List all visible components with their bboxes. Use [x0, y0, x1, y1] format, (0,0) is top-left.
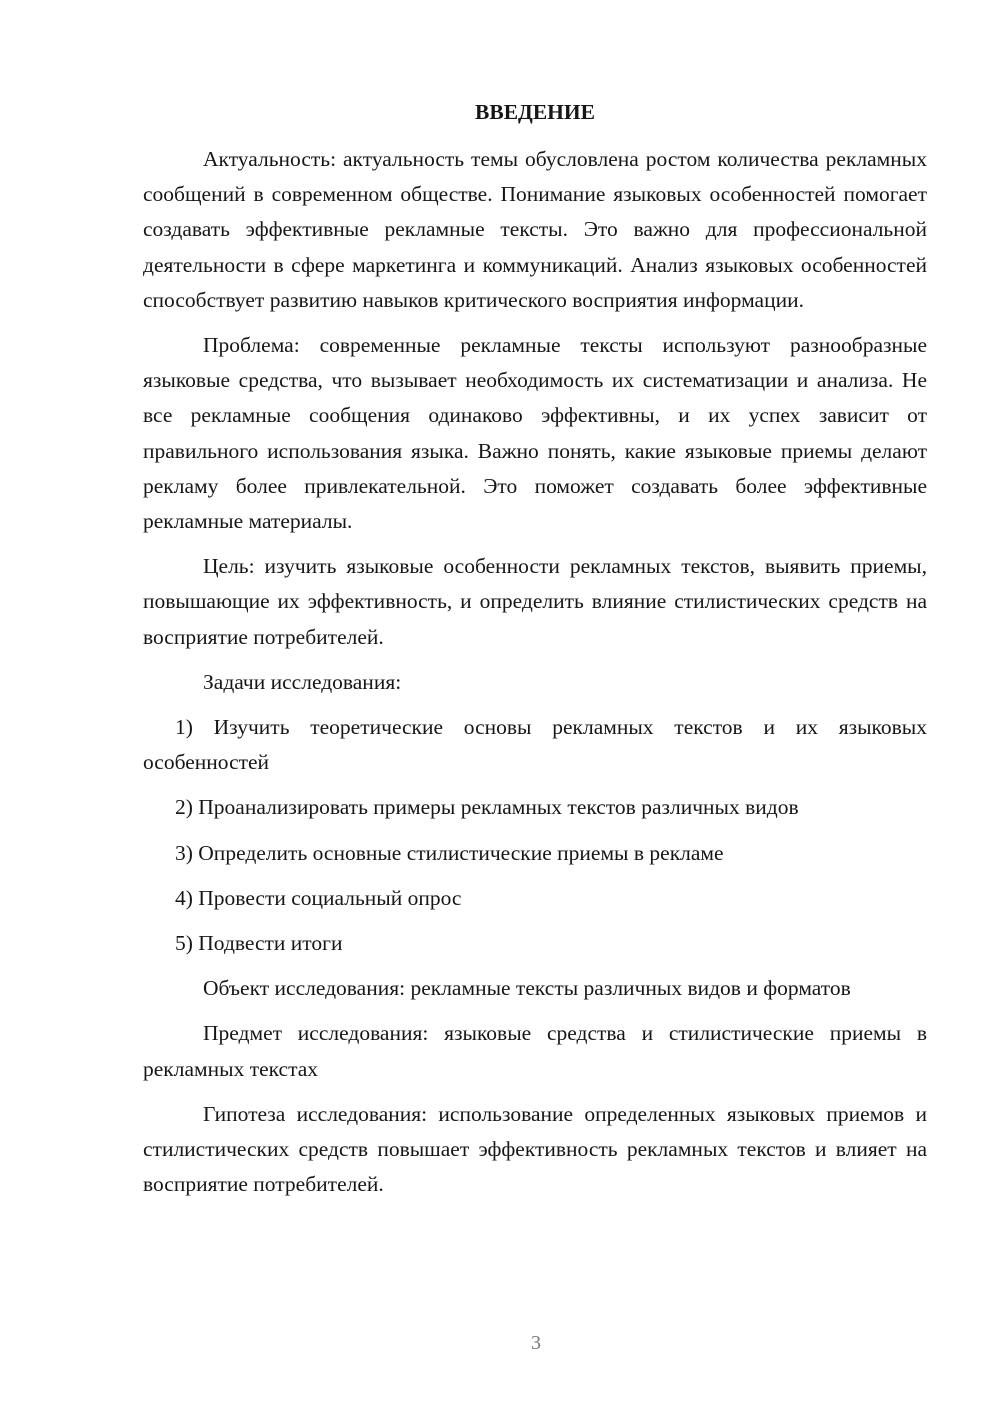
list-item: 5) Подвести итоги: [175, 931, 343, 956]
problem-paragraph: Проблема: современные рекламные тексты используют разнообразные языковые средства, что вызывает необходимость их систематизации и анализа. Не все рекламные сообщения одинаково эффективны, и их успех зависит от правильного использования языка. Важно понять, какие языковые приемы делают рекламу более привлекательной. Это поможет создавать более эффективные рекламные материалы.: [143, 333, 927, 534]
list-item: 4) Провести социальный опрос: [175, 885, 462, 910]
list-item: 3) Определить основные стилистические приемы в рекламе: [175, 840, 724, 865]
page-number: 3: [531, 1332, 541, 1354]
list-item: 2) Проанализировать примеры рекламных текстов различных видов: [175, 795, 799, 820]
list-item: 1) Изучить теоретические основы рекламных текстов и их языковых особенностей: [143, 715, 927, 775]
tasks-list: [143, 710, 927, 961]
object-paragraph: Объект исследования: рекламные тексты различных видов и форматов: [203, 976, 851, 1001]
subject-paragraph: Предмет исследования: языковые средства и стилистические приемы в рекламных текстах: [143, 1021, 927, 1081]
document-body: [143, 95, 927, 1212]
relevance-paragraph: Актуальность: актуальность темы обусловлена ростом количества рекламных сообщений в современном обществе. Понимание языковых особенностей помогает создавать эффективные рекламные тексты. Это важно для профессиональной деятельности в сфере маркетинга и коммуникаций. Анализ языковых особенностей способствует развитию навыков критического восприятия информации.: [143, 147, 927, 312]
tasks-heading: Задачи исследования:: [203, 669, 402, 694]
goal-paragraph: Цель: изучить языковые особенности рекламных текстов, выявить приемы, повышающие их эффективность, и определить влияние стилистических средств на восприятие потребителей.: [143, 554, 927, 649]
page-title: ВВЕДЕНИЕ: [475, 100, 595, 124]
hypothesis-paragraph: Гипотеза исследования: использование определенных языковых приемов и стилистических средств повышает эффективность рекламных текстов и влияет на восприятие потребителей.: [143, 1101, 927, 1197]
